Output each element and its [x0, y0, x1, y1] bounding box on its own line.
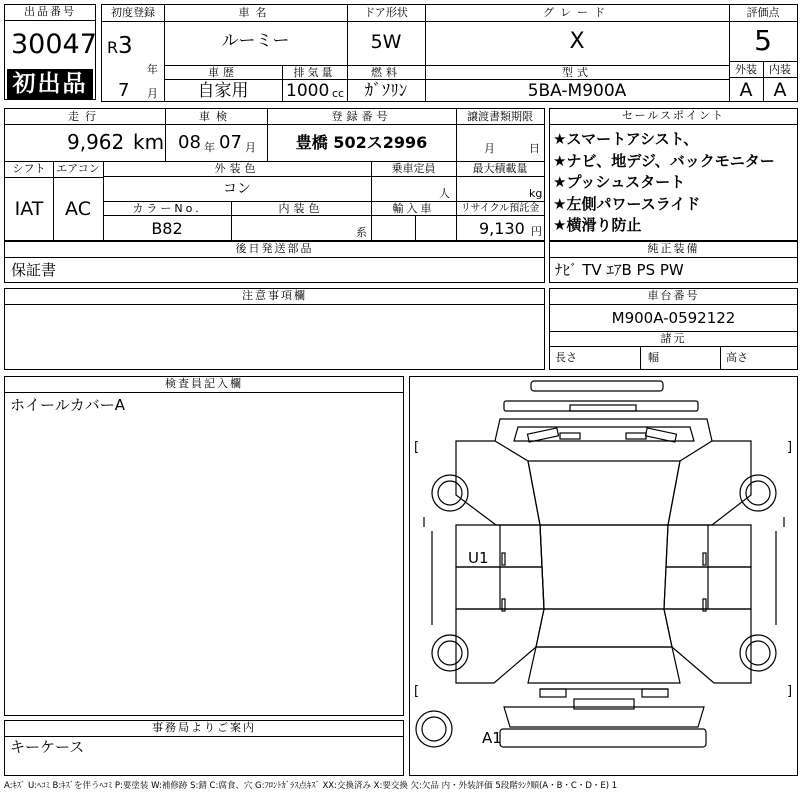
inspector-box — [4, 376, 404, 716]
chassis-box — [549, 288, 798, 370]
transfer-month-unit: 月 — [484, 142, 495, 155]
bracket-rear-right: ] — [787, 684, 793, 699]
ext-color-label: 外装色 — [214, 162, 260, 175]
transfer-label: 譲渡書類期限 — [467, 110, 533, 123]
shift-label: シフト — [12, 162, 46, 175]
int-color-unit: 系 — [356, 226, 367, 239]
sales-points-label: セールスポイント — [550, 109, 797, 125]
recycle-label: リサイクル預託金 — [460, 203, 540, 214]
header-grid — [101, 4, 798, 102]
era: R — [107, 38, 119, 57]
sales-point-item: ★プッシュスタート — [553, 173, 686, 191]
model-label: 型式 — [562, 66, 592, 79]
notes-label: 注意事項欄 — [5, 289, 544, 305]
model-value: 5BA-M900A — [527, 81, 627, 101]
sales-point-item: ★左側パワースライド — [553, 194, 701, 213]
load-unit: kg — [529, 187, 543, 200]
bracket-rear-left: [ — [414, 684, 420, 699]
width-label: 幅 — [648, 351, 659, 364]
mileage-unit: km — [133, 130, 165, 154]
mileage-value: 9,962 — [67, 130, 125, 154]
month-unit: 月 — [147, 87, 158, 100]
inspection-year: 08 — [178, 132, 201, 153]
sales-point-item: ★ナビ、地デジ、バックモニター — [553, 151, 775, 170]
score-label: 評価点 — [746, 6, 780, 19]
import-label: 輸入車 — [392, 202, 435, 215]
notes-box — [4, 288, 545, 370]
color-no-value: B82 — [151, 219, 183, 238]
office-box — [4, 720, 404, 776]
year-unit: 年 — [147, 63, 158, 76]
legend-text: A:ｷｽﾞ U:ﾍｺﾐ B:ｷｽﾞを伴うﾍｺﾐ P:要塗装 W:補修跡 S:錆 C:腐食、穴 G:ﾌﾛﾝﾄｶﾞﾗｽ点ｷｽﾞ XX:交換済み X:要交換 欠:欠品 内・外装評価 5段階ﾗﾝｸ順(A・B・C・D・E) 1 — [4, 781, 618, 791]
genuine-equipment-label: 純正装備 — [550, 242, 797, 258]
exterior-label: 外装 — [735, 63, 757, 76]
fuel-value: ｶﾞｿﾘﾝ — [364, 81, 408, 101]
inspection-month: 07 — [219, 132, 242, 153]
vehicle-info-grid — [4, 108, 545, 241]
capacity-unit: 人 — [439, 187, 450, 200]
height-label: 高さ — [726, 351, 748, 364]
score-value: 5 — [754, 24, 772, 57]
exterior-value: A — [739, 79, 753, 101]
length-label: 長さ — [555, 351, 577, 364]
lot-label: 出品番号 — [5, 5, 95, 21]
bracket-front-left: [ — [414, 440, 420, 455]
office-label: 事務局よりご案内 — [5, 721, 403, 737]
car-name: ルーミー — [221, 31, 290, 51]
car-diagram — [410, 377, 797, 775]
first-reg-label: 初度登録 — [111, 6, 155, 19]
sales-points-list — [553, 129, 797, 237]
door-value: 5W — [370, 31, 402, 53]
displacement-value: 1000 — [286, 81, 330, 101]
sales-point-item: ★スマートアシスト、 — [553, 130, 699, 148]
damage-mark-a1: A1 — [482, 729, 502, 747]
later-parts-label: 後日発送部品 — [5, 242, 544, 258]
sales-points-box — [549, 108, 798, 241]
history-value: 自家用 — [197, 81, 249, 101]
int-color-label: 内装色 — [278, 202, 324, 215]
later-parts-value: 保証書 — [11, 261, 57, 279]
aircon-value: AC — [65, 198, 91, 220]
damage-mark-u1: U1 — [468, 549, 489, 567]
registration-label: 登録番号 — [331, 110, 392, 123]
ext-color-value: コン — [223, 181, 251, 197]
reg-year: 3 — [118, 33, 133, 59]
reg-month: 7 — [118, 80, 130, 101]
door-label: ドア形状 — [364, 6, 408, 19]
genuine-equipment-box — [549, 241, 798, 283]
fuel-label: 燃料 — [371, 66, 401, 79]
transfer-day-unit: 日 — [529, 142, 540, 155]
later-parts-box — [4, 241, 545, 283]
color-no-label: カラーNo. — [132, 202, 202, 215]
chassis-value: M900A-0592122 — [611, 309, 736, 327]
load-label: 最大積載量 — [472, 162, 528, 175]
capacity-label: 乗車定員 — [391, 162, 436, 175]
inspector-value: ホイールカバーA — [10, 396, 125, 414]
first-listing-badge: 初出品 — [7, 69, 93, 99]
displacement-unit: cc — [332, 87, 345, 100]
inspection-label: 車検 — [199, 110, 233, 123]
lot-number: 30047 — [11, 29, 97, 60]
recycle-value: 9,130 — [479, 219, 525, 238]
office-value: キーケース — [10, 738, 85, 756]
aircon-label: エアコン — [56, 162, 100, 175]
interior-value: A — [773, 79, 787, 101]
inspector-label: 検査員記入欄 — [5, 377, 403, 393]
recycle-unit: 円 — [531, 225, 542, 238]
shift-value: IAT — [14, 198, 44, 220]
history-label: 車歴 — [208, 66, 238, 79]
bracket-front-right: ] — [787, 440, 793, 455]
inspection-year-unit: 年 — [204, 141, 215, 154]
dimensions-label: 諸元 — [550, 332, 797, 347]
inspection-month-unit: 月 — [245, 141, 256, 154]
car-diagram-box — [409, 376, 798, 776]
interior-label: 内装 — [769, 63, 791, 76]
displacement-label: 排気量 — [293, 66, 336, 79]
registration-value: 豊橋 502ス2996 — [295, 133, 428, 152]
grade-value: X — [569, 29, 585, 54]
genuine-equipment-value: ﾅﾋﾞ TV ｴｱB PS PW — [555, 261, 684, 279]
sales-point-item: ★横滑り防止 — [553, 216, 642, 234]
grade-label: グレード — [543, 6, 611, 19]
mileage-label: 走行 — [68, 110, 102, 123]
lot-box — [4, 4, 96, 100]
car-name-label: 車名 — [238, 6, 273, 19]
chassis-label: 車台番号 — [550, 289, 797, 305]
